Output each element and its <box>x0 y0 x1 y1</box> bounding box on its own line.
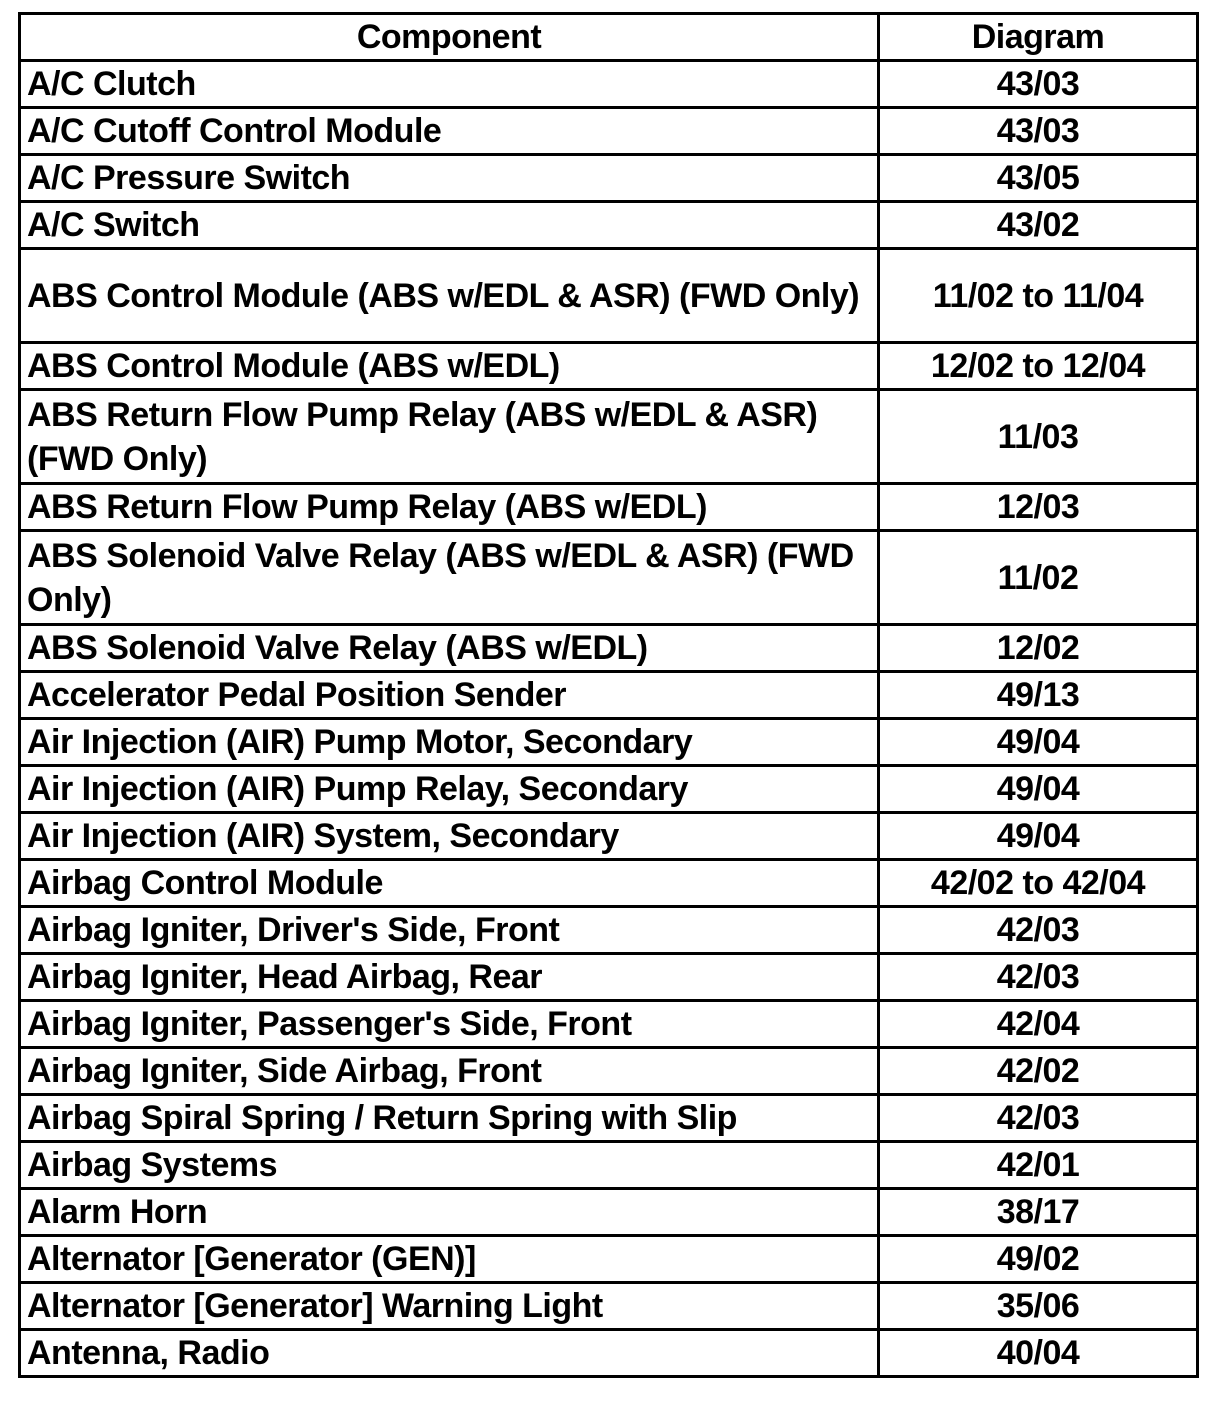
column-header-diagram: Diagram <box>879 14 1198 61</box>
component-table <box>18 12 1199 1378</box>
table-row <box>20 719 1198 766</box>
component-cell: A/C Cutoff Control Module <box>20 108 879 155</box>
component-cell: Airbag Igniter, Head Airbag, Rear <box>20 954 879 1001</box>
table-row <box>20 249 1198 343</box>
table-row <box>20 672 1198 719</box>
component-cell: A/C Switch <box>20 202 879 249</box>
diagram-cell: 11/02 <box>879 531 1198 625</box>
component-cell: Accelerator Pedal Position Sender <box>20 672 879 719</box>
table-body <box>20 61 1198 1377</box>
diagram-cell: 42/03 <box>879 954 1198 1001</box>
table-row <box>20 390 1198 484</box>
component-cell: Alarm Horn <box>20 1189 879 1236</box>
diagram-cell: 49/04 <box>879 719 1198 766</box>
component-cell: ABS Control Module (ABS w/EDL & ASR) (FWD Only) <box>20 249 879 343</box>
diagram-cell: 42/02 <box>879 1048 1198 1095</box>
diagram-cell: 42/03 <box>879 907 1198 954</box>
table-header-row <box>20 14 1198 61</box>
table-row <box>20 766 1198 813</box>
diagram-cell: 12/03 <box>879 484 1198 531</box>
component-cell: Air Injection (AIR) Pump Relay, Secondary <box>20 766 879 813</box>
diagram-cell: 11/03 <box>879 390 1198 484</box>
table-row <box>20 1189 1198 1236</box>
table-row <box>20 954 1198 1001</box>
component-cell: Airbag Control Module <box>20 860 879 907</box>
diagram-cell: 42/03 <box>879 1095 1198 1142</box>
table-row <box>20 1048 1198 1095</box>
table-row <box>20 155 1198 202</box>
diagram-cell: 49/04 <box>879 813 1198 860</box>
component-cell: Air Injection (AIR) System, Secondary <box>20 813 879 860</box>
table-row <box>20 202 1198 249</box>
table-row <box>20 531 1198 625</box>
table-row <box>20 343 1198 390</box>
component-cell: Alternator [Generator (GEN)] <box>20 1236 879 1283</box>
table-row <box>20 1142 1198 1189</box>
diagram-cell: 49/04 <box>879 766 1198 813</box>
component-cell: Airbag Igniter, Passenger's Side, Front <box>20 1001 879 1048</box>
diagram-cell: 43/02 <box>879 202 1198 249</box>
component-diagram-index <box>18 12 1196 1378</box>
table-row <box>20 484 1198 531</box>
diagram-cell: 35/06 <box>879 1283 1198 1330</box>
component-cell: ABS Control Module (ABS w/EDL) <box>20 343 879 390</box>
component-cell: ABS Return Flow Pump Relay (ABS w/EDL) <box>20 484 879 531</box>
table-row <box>20 813 1198 860</box>
component-cell: ABS Solenoid Valve Relay (ABS w/EDL) <box>20 625 879 672</box>
table-row <box>20 1236 1198 1283</box>
table-row <box>20 860 1198 907</box>
component-cell: Airbag Spiral Spring / Return Spring with Slip <box>20 1095 879 1142</box>
component-cell: A/C Pressure Switch <box>20 155 879 202</box>
diagram-cell: 12/02 <box>879 625 1198 672</box>
table-row <box>20 907 1198 954</box>
table-row <box>20 61 1198 108</box>
component-cell: Alternator [Generator] Warning Light <box>20 1283 879 1330</box>
component-cell: ABS Return Flow Pump Relay (ABS w/EDL & ASR) (FWD Only) <box>20 390 879 484</box>
diagram-cell: 49/13 <box>879 672 1198 719</box>
diagram-cell: 43/03 <box>879 61 1198 108</box>
diagram-cell: 11/02 to 11/04 <box>879 249 1198 343</box>
table-row <box>20 625 1198 672</box>
component-cell: ABS Solenoid Valve Relay (ABS w/EDL & ASR) (FWD Only) <box>20 531 879 625</box>
diagram-cell: 49/02 <box>879 1236 1198 1283</box>
component-cell: Airbag Igniter, Side Airbag, Front <box>20 1048 879 1095</box>
component-cell: Antenna, Radio <box>20 1330 879 1377</box>
diagram-cell: 43/03 <box>879 108 1198 155</box>
diagram-cell: 12/02 to 12/04 <box>879 343 1198 390</box>
component-cell: A/C Clutch <box>20 61 879 108</box>
diagram-cell: 38/17 <box>879 1189 1198 1236</box>
table-row <box>20 1001 1198 1048</box>
column-header-component: Component <box>20 14 879 61</box>
table-row <box>20 108 1198 155</box>
table-row <box>20 1283 1198 1330</box>
diagram-cell: 42/04 <box>879 1001 1198 1048</box>
diagram-cell: 43/05 <box>879 155 1198 202</box>
component-cell: Airbag Igniter, Driver's Side, Front <box>20 907 879 954</box>
table-row <box>20 1095 1198 1142</box>
table-row <box>20 1330 1198 1377</box>
diagram-cell: 42/01 <box>879 1142 1198 1189</box>
diagram-cell: 40/04 <box>879 1330 1198 1377</box>
diagram-cell: 42/02 to 42/04 <box>879 860 1198 907</box>
component-cell: Air Injection (AIR) Pump Motor, Secondary <box>20 719 879 766</box>
component-cell: Airbag Systems <box>20 1142 879 1189</box>
